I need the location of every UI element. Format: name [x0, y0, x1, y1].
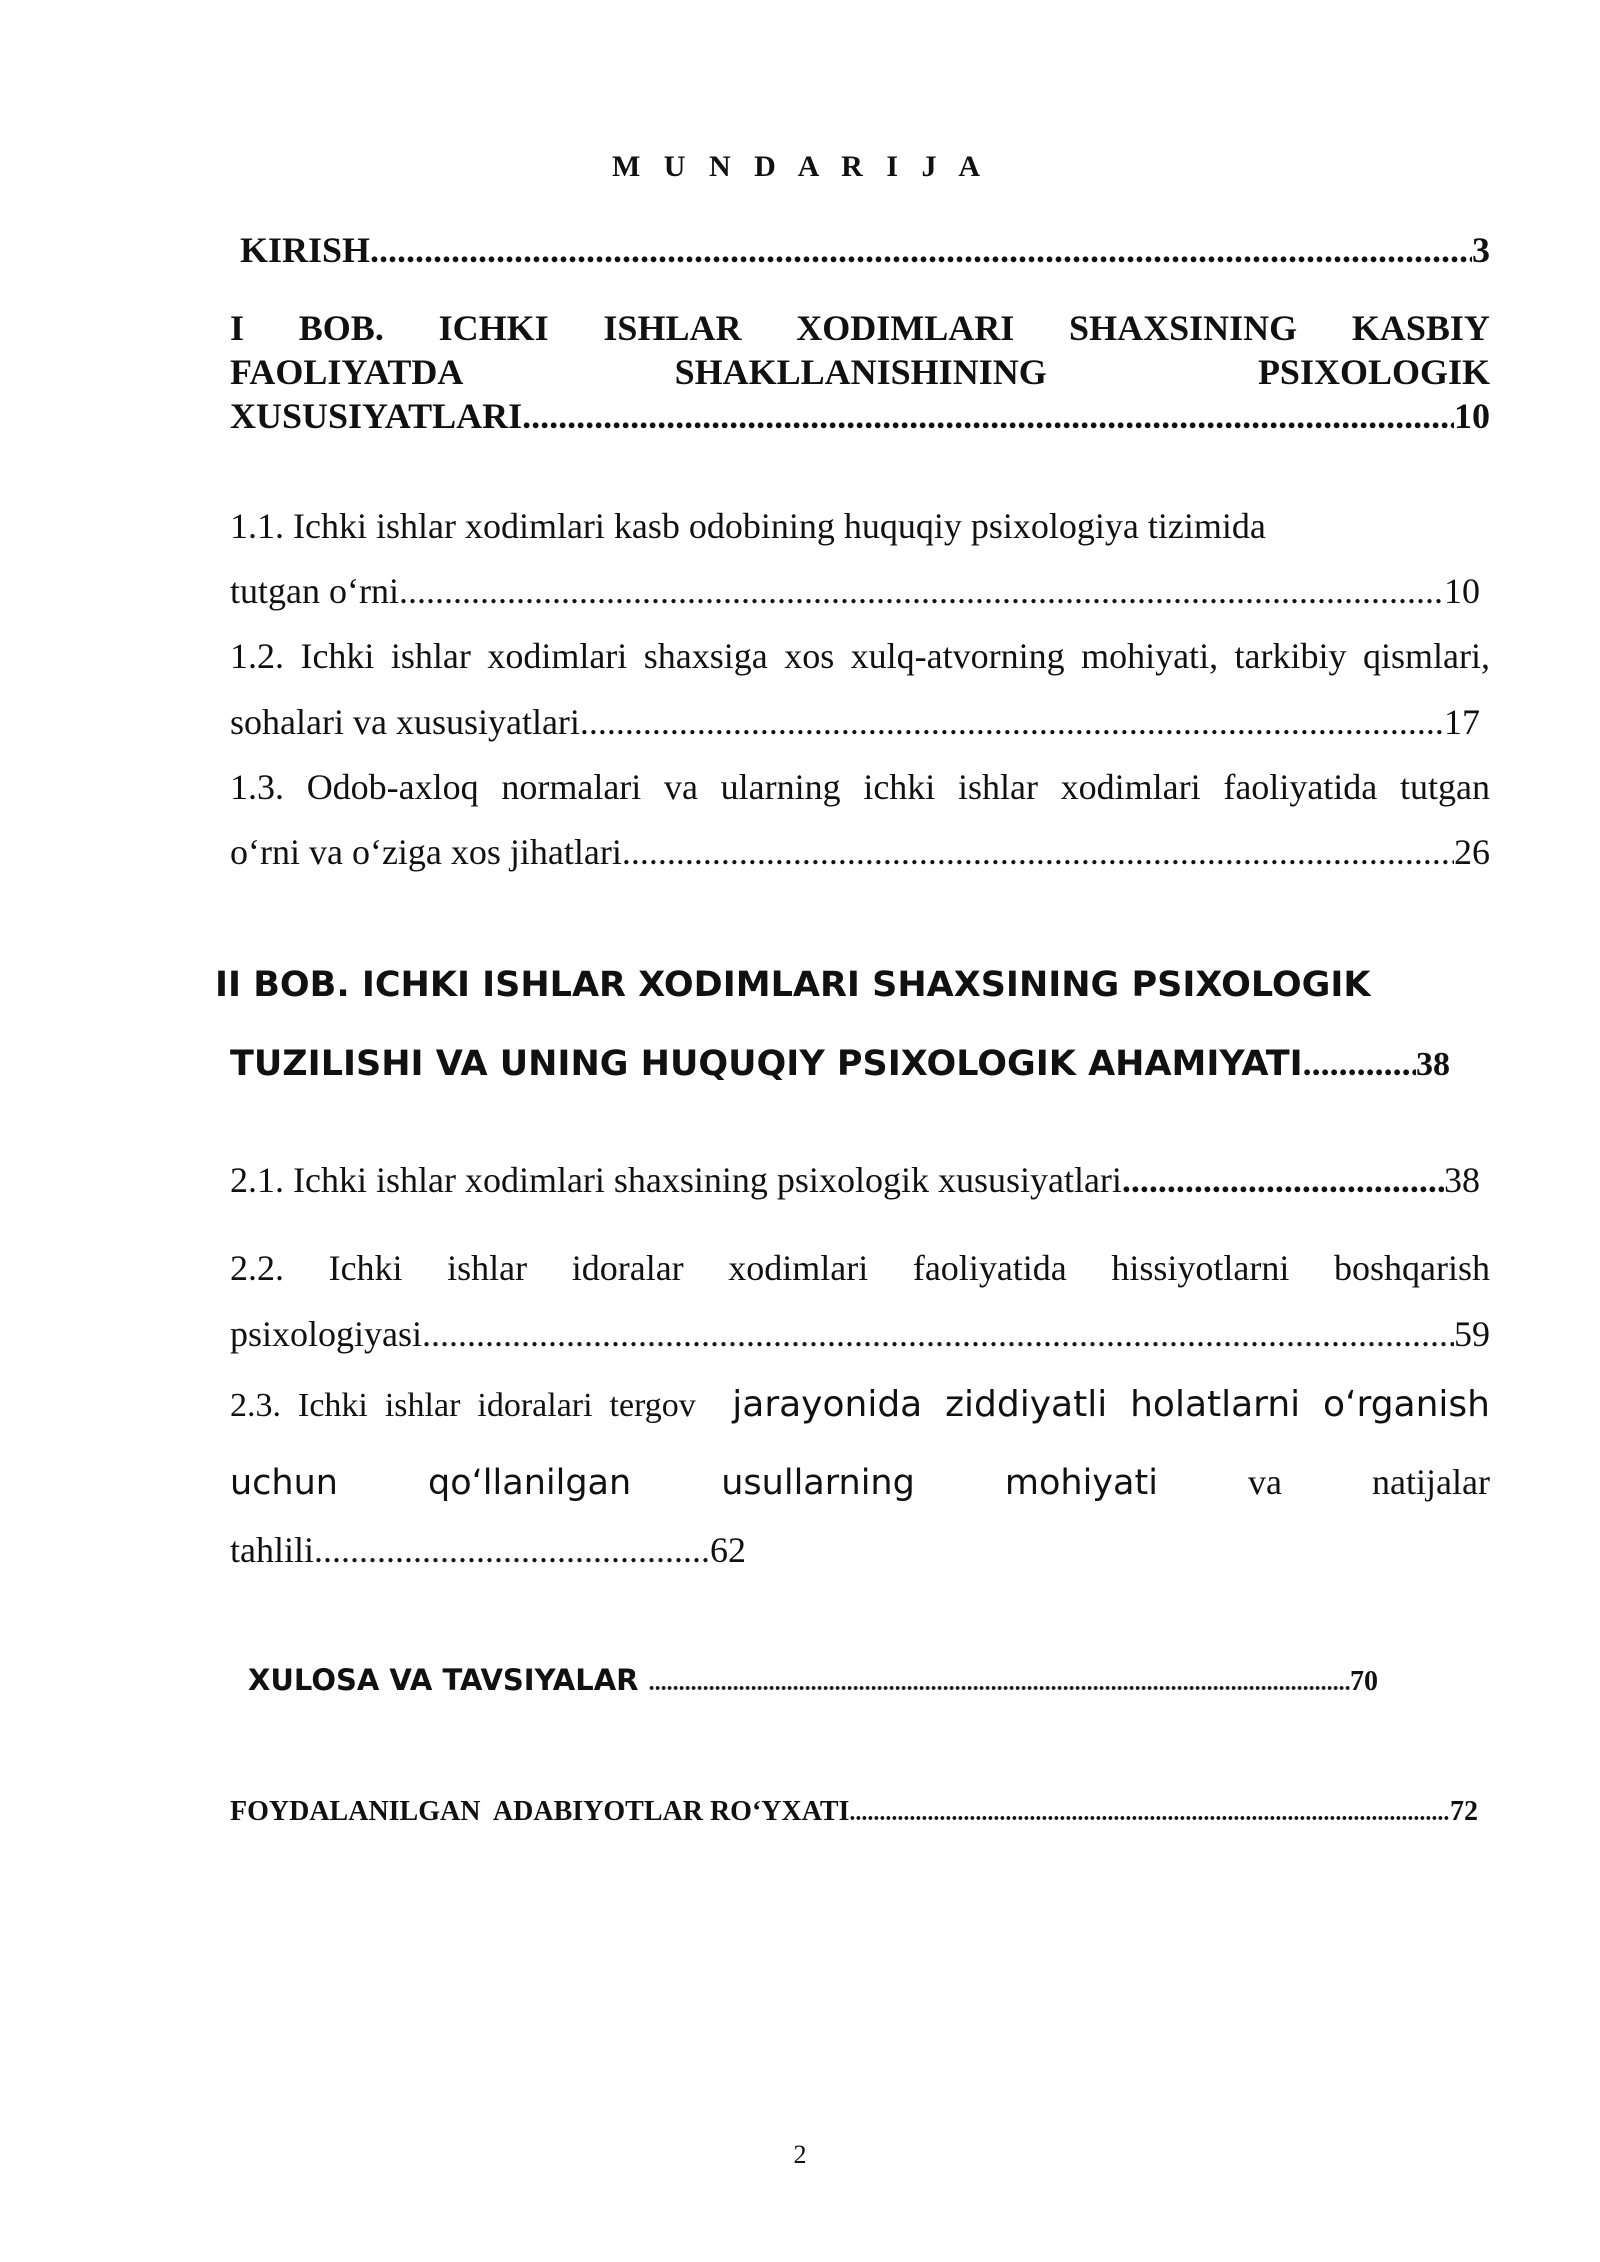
dot-leader [849, 1793, 1450, 1833]
toc-word: xodimlari [728, 1248, 869, 1288]
page-number: 2 [793, 2140, 807, 2169]
toc-chapter2-line2[interactable] [230, 1040, 1450, 1088]
toc-word: normalari [501, 767, 642, 807]
dot-leader [370, 228, 1472, 272]
toc-entry-page: 10 [1454, 396, 1490, 436]
toc-word: BOB. [298, 308, 384, 348]
toc-entry-label: FOYDALANILGAN ADABIYOTLAR RO‘YXATI [230, 1796, 850, 1827]
toc-entry-page: 62 [710, 1530, 746, 1570]
dot-leader [399, 569, 1444, 613]
toc-entry-label: psixologiyasi [230, 1314, 423, 1354]
toc-word: xulq-atvorning [850, 636, 1065, 676]
toc-chapter1-line1[interactable] [230, 308, 1490, 348]
toc-entry-page: 72 [1450, 1796, 1478, 1827]
toc-word: hissiyotlarni [1111, 1248, 1290, 1288]
toc-entry-page: 59 [1454, 1314, 1490, 1354]
toc-entry-page: 10 [1444, 571, 1480, 611]
toc-word: SHAKLLANISHINING [674, 352, 1047, 392]
toc-section-1-2-line1[interactable] [230, 634, 1490, 678]
toc-word: xodimlari [487, 636, 628, 676]
toc-entry-page: 70 [1350, 1666, 1378, 1697]
toc-entry-label: tahlili [230, 1530, 314, 1570]
toc-word: KASBIY [1351, 308, 1490, 348]
toc-word: ichki [863, 767, 936, 807]
toc-word: ularning [720, 767, 841, 807]
toc-word: usullarning [721, 1463, 915, 1503]
toc-word: boshqarish [1333, 1248, 1490, 1288]
dot-leader [622, 830, 1454, 874]
toc-word: XODIMLARI [796, 308, 1015, 348]
toc-entry-label: 2.1. Ichki ishlar xodimlari shaxsining psixologik xususiyatlari [230, 1160, 1122, 1200]
toc-section-2-3-line3[interactable] [230, 1528, 746, 1572]
toc-entry-kirish[interactable] [240, 228, 1490, 272]
dot-leader [649, 1663, 1350, 1703]
toc-word: shaxsiga [643, 636, 768, 676]
toc-word: PSIXOLOGIK [1257, 352, 1490, 392]
dot-leader [580, 700, 1444, 744]
toc-word: idoralar [571, 1248, 684, 1288]
toc-entry-label: 2.3. Ichki ishlar idoralari tergov [230, 1387, 696, 1424]
toc-entry-label: XULOSA VA TAVSIYALAR [248, 1663, 649, 1697]
toc-section-1-3-line1[interactable] [230, 765, 1490, 809]
toc-word: xodimlari [1060, 767, 1201, 807]
toc-section-2-2-line2[interactable] [230, 1312, 1490, 1356]
toc-section-2-2-line1[interactable] [230, 1246, 1490, 1290]
toc-section-1-3-line2[interactable] [230, 830, 1490, 874]
toc-entry-label: KIRISH [240, 230, 371, 270]
toc-entry-page: 26 [1454, 832, 1490, 872]
toc-chapter1-line2[interactable] [230, 352, 1490, 392]
toc-word: Ichki [300, 636, 375, 676]
toc-word: mohiyati [1004, 1463, 1158, 1503]
toc-word: 1.2. [230, 636, 284, 676]
dot-leader [522, 396, 1454, 436]
toc-word: faoliyatida [1223, 767, 1378, 807]
toc-word: ISHLAR [603, 308, 742, 348]
dot-leader [422, 1312, 1454, 1356]
dot-leader: ............................................ [314, 1530, 710, 1570]
toc-entry-label: XUSUSIYATLARI [230, 396, 523, 436]
toc-word: mohiyati, [1081, 636, 1219, 676]
toc-entry-label-sans: jarayonida ziddiyatli holatlarni o‘rganish [732, 1384, 1490, 1425]
toc-word: uchun [230, 1463, 338, 1503]
toc-word: xos [784, 636, 835, 676]
dot-leader [1122, 1158, 1444, 1202]
toc-word: ishlar [447, 1248, 528, 1288]
toc-section-1-1-line1[interactable]: 1.1. Ichki ishlar xodimlari kasb odobining huquqiy psixologiya tizimida [230, 506, 1266, 546]
toc-entry-page: 38 [1416, 1046, 1450, 1083]
toc-word: 2.2. [230, 1248, 284, 1288]
toc-section-2-3-line2[interactable] [230, 1456, 1490, 1509]
toc-word: ishlar [958, 767, 1038, 807]
toc-word: qo‘llanilgan [428, 1463, 632, 1503]
toc-chapter2-line1[interactable]: II BOB. ICHKI ISHLAR XODIMLARI SHAXSINING PSIXOLOGIK [215, 965, 1371, 1005]
toc-section-1-2-line2[interactable] [230, 700, 1490, 744]
toc-word: faoliyatida [912, 1248, 1067, 1288]
toc-section-2-3-line1[interactable] [230, 1380, 1490, 1431]
toc-section-2-1[interactable] [230, 1158, 1480, 1202]
toc-entry-label: sohalari va xususiyatlari [230, 702, 580, 742]
toc-entry-label: o‘rni va o‘ziga xos jihatlari [230, 832, 622, 872]
toc-entry-page: 17 [1444, 702, 1480, 742]
toc-word: Odob-axloq [306, 767, 479, 807]
toc-entry-page: 3 [1472, 230, 1490, 270]
toc-word: natijalar [1372, 1462, 1490, 1502]
toc-entry-label: tutgan o‘rni [230, 571, 399, 611]
toc-word: tutgan [1399, 767, 1490, 807]
toc-entry-adabiyotlar[interactable] [230, 1792, 1478, 1833]
dot-leader [1303, 1040, 1416, 1086]
toc-section-1-1-line2[interactable] [230, 569, 1490, 613]
toc-entry-xulosa[interactable] [248, 1660, 1378, 1703]
toc-word: ishlar [390, 636, 471, 676]
toc-word: qismlari, [1362, 636, 1490, 676]
toc-word: Ichki [328, 1248, 403, 1288]
toc-word: SHAXSINING [1069, 308, 1298, 348]
toc-chapter1-line3[interactable] [230, 396, 1490, 436]
toc-word: va [1247, 1462, 1282, 1502]
toc-word: va [663, 767, 698, 807]
toc-title: M U N D A R I J A [611, 150, 988, 183]
toc-entry-page: 38 [1444, 1160, 1480, 1200]
toc-word: FAOLIYATDA [230, 352, 464, 392]
toc-word: I [230, 308, 245, 348]
toc-word: tarkibiy [1234, 636, 1347, 676]
toc-word: 1.3. [230, 767, 284, 807]
toc-word: ICHKI [438, 308, 549, 348]
toc-entry-label: TUZILISHI VA UNING HUQUQIY PSIXOLOGIK AHAMIYATI [230, 1044, 1303, 1084]
